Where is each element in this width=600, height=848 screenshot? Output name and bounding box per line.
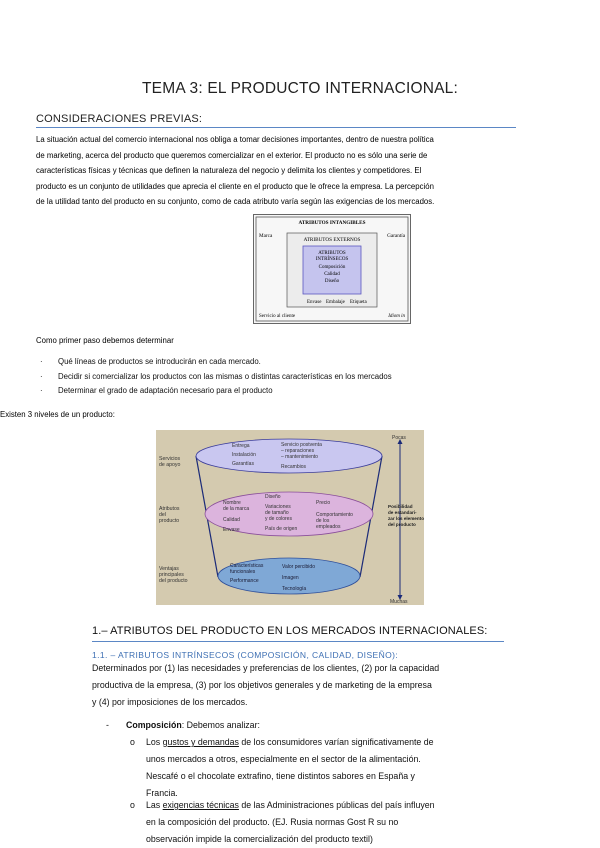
pocas-label: Pocas <box>392 435 406 441</box>
intro-line: de la utilidad tanto del producto en su conjunto, como de cada atributo varía según las exigencias de los mercados. <box>36 197 435 207</box>
intro-line: La situación actual del comercio internacional nos obliga a tomar decisiones importantes, dentro de nuestra política <box>36 135 434 144</box>
gustos-item <box>130 734 504 802</box>
muchas-label: Muchas <box>390 599 408 605</box>
dash-bullet: - <box>106 720 109 730</box>
list-item: · Determinar el grado de adaptación necesario para el producto <box>36 384 556 399</box>
level3-col2: Valor percibido Imagen Tecnología <box>282 564 315 592</box>
steps-intro: Como primer paso debemos determinar <box>36 336 174 345</box>
product-levels-diagram <box>156 430 424 605</box>
item-line: Francia. <box>146 788 178 798</box>
bottom-item: Embalaje <box>326 300 345 305</box>
product-levels-svg <box>156 430 424 605</box>
garantia-label: Garantía <box>387 233 405 239</box>
item-line: de las Administraciones públicas del país influyen <box>238 800 435 810</box>
intro-line: de marketing, acerca del producto que queremos comercializar en el exterior. El producto no es sólo una serie de <box>36 150 428 160</box>
inner-title-1: ATRIBUTOS <box>318 251 346 256</box>
o-bullet: o <box>130 800 135 810</box>
level1-label: Servicios de apoyo <box>159 456 181 468</box>
attributes-diagram <box>253 214 411 324</box>
composition-label: Composición <box>126 720 182 730</box>
composition-text: : Debemos analizar: <box>181 720 260 730</box>
levels-intro: Existen 3 niveles de un producto: <box>0 410 115 419</box>
item-line: unos mercados a otros, especialmente en el sector de la alimentación. <box>146 754 421 764</box>
item-prefix: Las <box>146 800 163 810</box>
paragraph-line: y (4) por imposiciones de los mercados. <box>92 697 248 707</box>
exigencias-item <box>130 797 504 848</box>
list-item: · Decidir si comercializar los productos con las mismas o distintas características en los mercados <box>36 370 556 385</box>
inner-item: Composición <box>318 265 346 270</box>
item-line: en la composición del producto. (EJ. Rusia normas Gost R su no <box>146 817 399 827</box>
intrinsecos-paragraph <box>92 660 502 711</box>
section-rule <box>36 127 516 128</box>
exigencias-link: exigencias técnicas <box>162 800 239 810</box>
paragraph-line: Determinados por (1) las necesidades y preferencias de los clientes, (2) por la capacidad <box>92 663 440 673</box>
intro-paragraph <box>36 132 518 210</box>
intro-line: características físicas y técnicas que definen la naturaleza del negocio y delimita los clientes y competidores. El <box>36 166 422 176</box>
composition-item <box>106 720 260 730</box>
item-line: observación impide la comercialización del producto textil) <box>146 834 373 844</box>
item-line: de los consumidores varían significativamente de <box>238 737 434 747</box>
level2-col2: Diseño Variaciones de tamaño y de colores País de origen <box>265 494 298 532</box>
page-title: TEMA 3: EL PRODUCTO INTERNACIONAL: <box>142 80 458 97</box>
section-heading-atributos: 1.– ATRIBUTOS DEL PRODUCTO EN LOS MERCADOS INTERNACIONALES: <box>92 625 488 637</box>
bottom-item: Etiqueta <box>350 300 367 305</box>
standardize-label: Posibilidad de estandari- zar los elementos del producto <box>388 504 424 527</box>
level2-label: Atributos del producto <box>159 506 180 524</box>
middle-label: ATRIBUTOS EXTERNOS <box>303 237 361 243</box>
level2-col3: Precio Comportamiento de los empleados <box>316 500 353 530</box>
steps-list <box>36 355 556 399</box>
servicio-label: Servicio al cliente <box>259 314 296 319</box>
inner-title-2: INTRÍNSECOS <box>315 257 349 262</box>
section-rule <box>92 641 504 642</box>
bottom-item: Envase <box>307 300 322 305</box>
subsection-heading-intrinsecos: 1.1. – ATRIBUTOS INTRÍNSECOS (COMPOSICIÓN, CALIDAD, DISEÑO): <box>92 650 399 660</box>
level3-col1: Características funcionales Performance <box>230 563 264 584</box>
intro-line: producto es un conjunto de utilidades que aprecia el cliente en el producto que le ofrece la empresa. La percepción <box>36 181 434 191</box>
outer-label: ATRIBUTOS INTANGIBLES <box>298 220 366 226</box>
item-line: Nescafé o el chocolate extrafino, tiene distintos sabores en España y <box>146 771 415 781</box>
section-heading-consideraciones: CONSIDERACIONES PREVIAS: <box>36 113 203 125</box>
marca-label: Marca <box>259 233 273 239</box>
inner-item: Diseño <box>324 279 340 284</box>
paragraph-line: productiva de la empresa, (3) por los objetivos generales y de marketing de la empresa <box>92 680 432 690</box>
level3-label: Ventajas principales del producto <box>159 566 188 584</box>
list-item: · Qué líneas de productos se introducirán en cada mercado. <box>36 355 556 370</box>
level2-col1: Nombre de la marca Calidad Envase <box>223 500 250 533</box>
o-bullet: o <box>130 737 135 747</box>
attributes-diagram-svg <box>254 215 410 323</box>
item-prefix: Los <box>146 737 163 747</box>
inner-item: Calidad <box>324 272 340 277</box>
gustos-link: gustos y demandas <box>162 737 239 747</box>
source-label: Idiom in <box>388 314 405 319</box>
level1-items-right: Servicio postventa – reparaciones – mantenimiento Recambios <box>281 442 322 470</box>
level1-items-left: Entrega Instalación Garantías <box>232 443 256 467</box>
